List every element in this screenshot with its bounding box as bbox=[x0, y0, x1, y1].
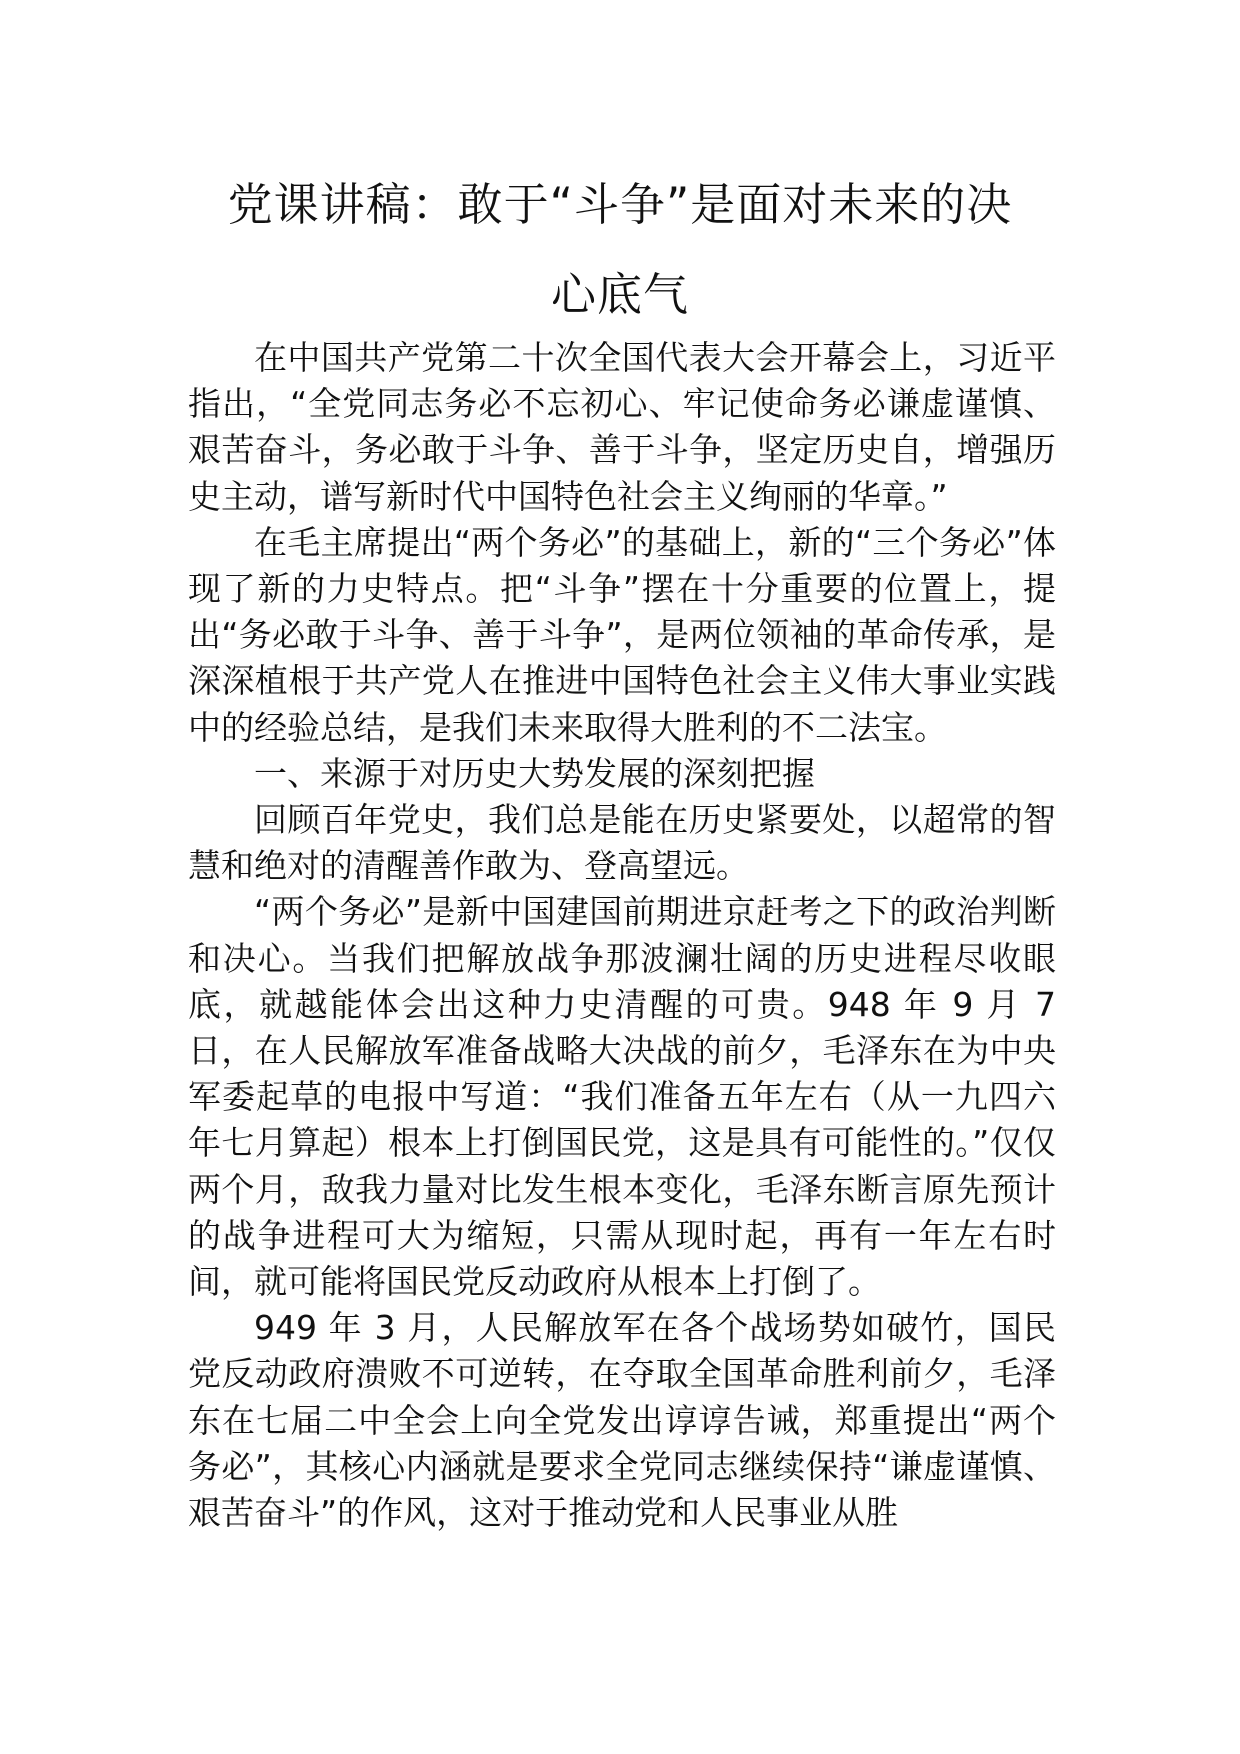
paragraph: “两个务必”是新中国建国前期进京赶考之下的政治判断和决心。当我们把解放战争那波澜壮阔的历史进程尽收眼底，就越能体会出这种力史清醒的可贵。948 年 9 月 7 日，在人民解放军准备战略大决战的前夕，毛泽东在为中央军委起草的电报中写道：“我们准备五年左右（从一九四六年七月算起）根本上打倒国民党，这是具有可能性的。”仅仅两个月，敌我力量对比发生根本变化，毛泽东断言原先预计的战争进程可大为缩短，只需从现时起，再有一年左右时间，就可能将国民党反动政府从根本上打倒了。 bbox=[188, 892, 1056, 1302]
section-heading: 一、来源于对历史大势发展的深刻把握 bbox=[254, 753, 815, 793]
paragraph: 在中国共产党第二十次全国代表大会开幕会上，习近平指出，“全党同志务必不忘初心、牢记使命务必谦虚谨慎、艰苦奋斗，务必敢于斗争、善于斗争，坚定历史自，增强历史主动，谱写新时代中国特色社会主义绚丽的华章。” bbox=[188, 338, 1056, 516]
paragraph: 在毛主席提出“两个务必”的基础上，新的“三个务必”体现了新的力史特点。把“斗争”摆在十分重要的位置上，提出“务必敢于斗争、善于斗争”，是两位领袖的革命传承，是深深植根于共产党人在推进中国特色社会主义伟大事业实践中的经验总结，是我们未来取得大胜利的不二法宝。 bbox=[188, 522, 1056, 747]
document-body bbox=[188, 335, 1056, 1536]
title-line-2: 心底气 bbox=[550, 268, 689, 321]
paragraph: 回顾百年党史，我们总是能在历史紧要处，以超常的智慧和绝对的清醒善作敢为、登高望远。 bbox=[188, 800, 1056, 886]
paragraph: 949 年 3 月，人民解放军在各个战场势如破竹，国民党反动政府溃败不可逆转，在夺取全国革命胜利前夕，毛泽东在七届二中全会上向全党发出谆谆告诫，郑重提出“两个务必”，其核心内涵就是要求全党同志继续保持“谦虚谨慎、艰苦奋斗”的作风，这对于推动党和人民事业从胜 bbox=[188, 1308, 1056, 1533]
title-line-1: 党课讲稿：敢于“斗争”是面对未来的决 bbox=[227, 178, 1013, 231]
document-title bbox=[160, 160, 1080, 340]
